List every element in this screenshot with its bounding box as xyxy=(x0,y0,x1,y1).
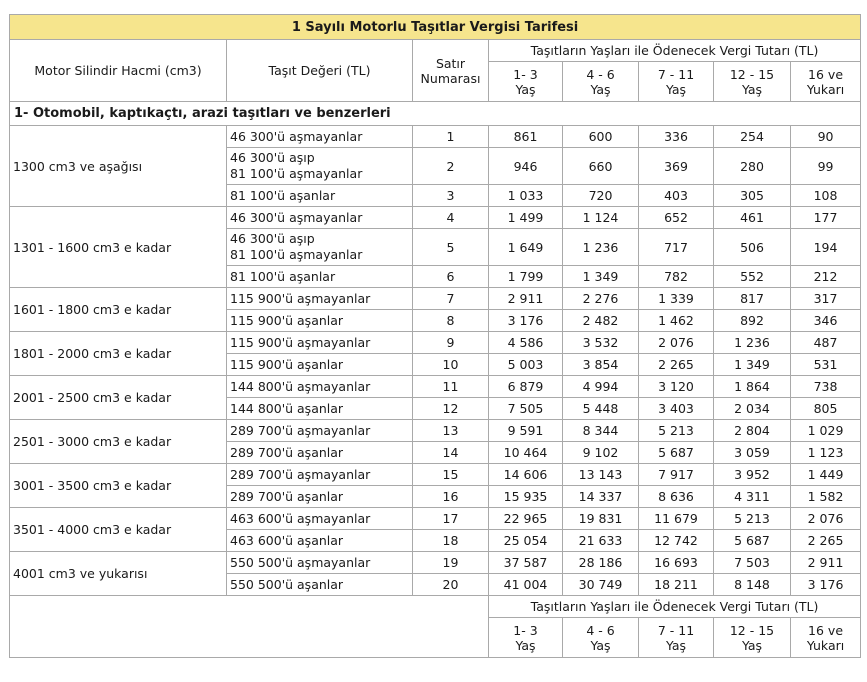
age-header-line1: 16 ve xyxy=(808,66,844,82)
tax-amount-cell: 336 xyxy=(639,126,714,148)
tax-amount-cell: 12 742 xyxy=(639,530,714,552)
vehicle-value-line: 81 100'ü aşanlar xyxy=(230,268,336,284)
table-row xyxy=(10,288,861,310)
row-number-cell: 9 xyxy=(413,332,489,354)
tax-amount-cell: 30 749 xyxy=(563,574,639,596)
row-number-cell: 17 xyxy=(413,508,489,530)
footer-age-header xyxy=(563,618,639,658)
vehicle-value-cell xyxy=(227,420,413,442)
age-header-line1: 4 - 6 xyxy=(586,66,615,82)
row-number-cell: 3 xyxy=(413,185,489,207)
tax-amount-cell: 25 054 xyxy=(489,530,563,552)
tax-amount-cell: 9 102 xyxy=(563,442,639,464)
vehicle-value-cell xyxy=(227,574,413,596)
footer-row-1 xyxy=(10,596,861,618)
tax-amount-cell: 1 124 xyxy=(563,207,639,229)
row-number-cell: 10 xyxy=(413,354,489,376)
tax-amount-cell: 5 003 xyxy=(489,354,563,376)
age-header-line1: 7 - 11 xyxy=(657,66,695,82)
tax-amount-cell: 403 xyxy=(639,185,714,207)
vehicle-value-line: 81 100'ü aşmayanlar xyxy=(230,247,363,262)
tax-amount-cell: 2 482 xyxy=(563,310,639,332)
header-row-1 xyxy=(10,40,861,62)
tax-amount-cell: 1 349 xyxy=(563,266,639,288)
tax-amount-cell: 3 176 xyxy=(489,310,563,332)
vehicle-value-line: 550 500'ü aşanlar xyxy=(230,576,344,592)
satir-header-line1: Satır xyxy=(435,55,466,71)
table-row xyxy=(10,464,861,486)
tax-amount-cell: 108 xyxy=(791,185,861,207)
table-title: 1 Sayılı Motorlu Taşıtlar Vergisi Tarifesi xyxy=(10,15,861,40)
age-header-line2: Yaş xyxy=(665,81,687,97)
tax-amount-cell: 2 804 xyxy=(714,420,791,442)
tax-amount-cell: 2 911 xyxy=(791,552,861,574)
tax-amount-cell: 5 687 xyxy=(714,530,791,552)
tax-amount-cell: 194 xyxy=(791,229,861,266)
tax-amount-cell: 2 076 xyxy=(791,508,861,530)
age-header-line2: Yaş xyxy=(741,81,763,97)
tax-amount-cell: 14 606 xyxy=(489,464,563,486)
tax-amount-cell: 660 xyxy=(563,148,639,185)
table-row xyxy=(10,207,861,229)
motor-volume-cell: 2001 - 2500 cm3 e kadar xyxy=(10,376,227,420)
tax-amount-cell: 28 186 xyxy=(563,552,639,574)
tax-amount-cell: 99 xyxy=(791,148,861,185)
row-number-cell: 5 xyxy=(413,229,489,266)
tax-amount-cell: 346 xyxy=(791,310,861,332)
tax-amount-cell: 280 xyxy=(714,148,791,185)
tax-amount-cell: 2 076 xyxy=(639,332,714,354)
section-title: 1- Otomobil, kaptıkaçtı, arazi taşıtları ve benzerleri xyxy=(10,102,861,126)
age-group-header: Taşıtların Yaşları ile Ödenecek Vergi Tutarı (TL) xyxy=(489,40,861,62)
row-number-cell: 14 xyxy=(413,442,489,464)
row-number-cell: 8 xyxy=(413,310,489,332)
vehicle-value-line: 289 700'ü aşmayanlar xyxy=(230,466,371,482)
tax-amount-cell: 16 693 xyxy=(639,552,714,574)
tax-amount-cell: 1 582 xyxy=(791,486,861,508)
footer-age-line2: Yaş xyxy=(515,637,536,653)
section-row xyxy=(10,102,861,126)
row-number-cell: 20 xyxy=(413,574,489,596)
vehicle-value-cell xyxy=(227,376,413,398)
footer-age-line1: 12 - 15 xyxy=(729,622,775,638)
footer-blank xyxy=(10,596,489,658)
age-header xyxy=(791,62,861,102)
footer-age-line2: Yukarı xyxy=(806,637,845,653)
age-header-line2: Yaş xyxy=(590,81,611,97)
tax-amount-cell: 552 xyxy=(714,266,791,288)
motor-volume-cell: 1801 - 2000 cm3 e kadar xyxy=(10,332,227,376)
tax-amount-cell: 1 799 xyxy=(489,266,563,288)
vehicle-value-cell xyxy=(227,552,413,574)
vehicle-value-line: 144 800'ü aşmayanlar xyxy=(230,378,371,394)
tax-amount-cell: 487 xyxy=(791,332,861,354)
footer-age-header xyxy=(489,618,563,658)
age-header xyxy=(489,62,563,102)
vehicle-value-line: 144 800'ü aşanlar xyxy=(230,400,344,416)
tax-amount-cell: 7 503 xyxy=(714,552,791,574)
footer-age-line2: Yaş xyxy=(590,637,611,653)
tax-amount-cell: 4 994 xyxy=(563,376,639,398)
tax-amount-cell: 5 448 xyxy=(563,398,639,420)
tax-amount-cell: 3 176 xyxy=(791,574,861,596)
tax-amount-cell: 717 xyxy=(639,229,714,266)
vehicle-value-line: 289 700'ü aşanlar xyxy=(230,444,344,460)
age-header-line2: Yukarı xyxy=(806,81,845,97)
footer-age-line1: 16 ve xyxy=(808,622,844,638)
tax-amount-cell: 2 265 xyxy=(791,530,861,552)
age-header xyxy=(563,62,639,102)
motor-volume-cell: 1301 - 1600 cm3 e kadar xyxy=(10,207,227,288)
vehicle-value-cell xyxy=(227,530,413,552)
vehicle-value-cell xyxy=(227,126,413,148)
age-header-line1: 1- 3 xyxy=(513,66,538,82)
satir-header xyxy=(413,40,489,102)
vehicle-value-line: 115 900'ü aşmayanlar xyxy=(230,290,371,306)
vehicle-value-cell xyxy=(227,486,413,508)
vehicle-value-line: 463 600'ü aşmayanlar xyxy=(230,510,371,526)
tax-amount-cell: 5 213 xyxy=(639,420,714,442)
tax-amount-cell: 13 143 xyxy=(563,464,639,486)
vehicle-value-line: 46 300'ü aşıp xyxy=(230,150,315,165)
tax-amount-cell: 1 339 xyxy=(639,288,714,310)
tax-amount-cell: 817 xyxy=(714,288,791,310)
vehicle-value-line: 115 900'ü aşanlar xyxy=(230,312,344,328)
tax-amount-cell: 1 029 xyxy=(791,420,861,442)
tax-amount-cell: 15 935 xyxy=(489,486,563,508)
vehicle-value-cell xyxy=(227,229,413,266)
tax-amount-cell: 305 xyxy=(714,185,791,207)
motor-volume-cell: 3001 - 3500 cm3 e kadar xyxy=(10,464,227,508)
row-number-cell: 16 xyxy=(413,486,489,508)
vehicle-value-cell xyxy=(227,207,413,229)
tax-amount-cell: 1 864 xyxy=(714,376,791,398)
satir-header-line2: Numarası xyxy=(420,70,481,86)
vehicle-value-cell xyxy=(227,148,413,185)
tax-amount-cell: 22 965 xyxy=(489,508,563,530)
tax-amount-cell: 7 505 xyxy=(489,398,563,420)
title-row xyxy=(10,15,861,40)
vehicle-value-cell xyxy=(227,310,413,332)
vehicle-value-line: 46 300'ü aşmayanlar xyxy=(230,128,363,144)
tax-amount-cell: 41 004 xyxy=(489,574,563,596)
vehicle-value-cell xyxy=(227,508,413,530)
tax-amount-cell: 5 687 xyxy=(639,442,714,464)
vehicle-value-cell xyxy=(227,288,413,310)
vehicle-value-cell xyxy=(227,332,413,354)
tax-amount-cell: 506 xyxy=(714,229,791,266)
tax-amount-cell: 2 265 xyxy=(639,354,714,376)
tax-amount-cell: 11 679 xyxy=(639,508,714,530)
tax-amount-cell: 3 059 xyxy=(714,442,791,464)
tax-amount-cell: 2 276 xyxy=(563,288,639,310)
tax-amount-cell: 21 633 xyxy=(563,530,639,552)
tax-amount-cell: 317 xyxy=(791,288,861,310)
tax-amount-cell: 1 349 xyxy=(714,354,791,376)
vehicle-value-cell xyxy=(227,354,413,376)
tax-amount-cell: 3 403 xyxy=(639,398,714,420)
tax-amount-cell: 10 464 xyxy=(489,442,563,464)
footer-age-line2: Yaş xyxy=(665,637,687,653)
tax-amount-cell: 90 xyxy=(791,126,861,148)
vehicle-value-line: 115 900'ü aşmayanlar xyxy=(230,334,371,350)
tax-amount-cell: 720 xyxy=(563,185,639,207)
tax-amount-cell: 2 911 xyxy=(489,288,563,310)
vehicle-value-line: 46 300'ü aşıp xyxy=(230,231,315,246)
tax-amount-cell: 1 123 xyxy=(791,442,861,464)
tax-amount-cell: 212 xyxy=(791,266,861,288)
age-header xyxy=(714,62,791,102)
tax-amount-cell: 7 917 xyxy=(639,464,714,486)
tax-amount-cell: 782 xyxy=(639,266,714,288)
tax-amount-cell: 1 462 xyxy=(639,310,714,332)
row-number-cell: 15 xyxy=(413,464,489,486)
motor-volume-cell: 2501 - 3000 cm3 e kadar xyxy=(10,420,227,464)
tax-amount-cell: 8 148 xyxy=(714,574,791,596)
tax-amount-cell: 946 xyxy=(489,148,563,185)
footer-age-header xyxy=(639,618,714,658)
vehicle-value-line: 46 300'ü aşmayanlar xyxy=(230,209,363,225)
vehicle-value-line: 289 700'ü aşanlar xyxy=(230,488,344,504)
vehicle-value-line: 550 500'ü aşmayanlar xyxy=(230,554,371,570)
tax-amount-cell: 9 591 xyxy=(489,420,563,442)
table-row xyxy=(10,332,861,354)
row-number-cell: 18 xyxy=(413,530,489,552)
tax-amount-cell: 369 xyxy=(639,148,714,185)
tax-amount-cell: 1 499 xyxy=(489,207,563,229)
tax-amount-cell: 5 213 xyxy=(714,508,791,530)
age-header-line2: Yaş xyxy=(515,81,536,97)
row-number-cell: 12 xyxy=(413,398,489,420)
tax-amount-cell: 861 xyxy=(489,126,563,148)
motor-header: Motor Silindir Hacmi (cm3) xyxy=(10,40,227,102)
vehicle-value-cell xyxy=(227,266,413,288)
row-number-cell: 4 xyxy=(413,207,489,229)
vehicle-value-cell xyxy=(227,464,413,486)
table-body xyxy=(10,102,861,596)
tax-amount-cell: 3 532 xyxy=(563,332,639,354)
tax-amount-cell: 4 586 xyxy=(489,332,563,354)
tax-amount-cell: 2 034 xyxy=(714,398,791,420)
row-number-cell: 6 xyxy=(413,266,489,288)
tax-amount-cell: 6 879 xyxy=(489,376,563,398)
tax-amount-cell: 1 449 xyxy=(791,464,861,486)
table-row xyxy=(10,376,861,398)
deger-header: Taşıt Değeri (TL) xyxy=(227,40,413,102)
row-number-cell: 2 xyxy=(413,148,489,185)
footer-group-header: Taşıtların Yaşları ile Ödenecek Vergi Tutarı (TL) xyxy=(489,596,861,618)
tax-amount-cell: 254 xyxy=(714,126,791,148)
tax-amount-cell: 3 952 xyxy=(714,464,791,486)
tax-amount-cell: 1 236 xyxy=(563,229,639,266)
vehicle-value-cell xyxy=(227,442,413,464)
footer-age-header xyxy=(791,618,861,658)
table-row xyxy=(10,420,861,442)
vehicle-value-line: 81 100'ü aşmayanlar xyxy=(230,166,363,181)
vehicle-value-line: 463 600'ü aşanlar xyxy=(230,532,344,548)
tax-amount-cell: 461 xyxy=(714,207,791,229)
table-row xyxy=(10,126,861,148)
row-number-cell: 1 xyxy=(413,126,489,148)
table-row xyxy=(10,508,861,530)
tax-amount-cell: 600 xyxy=(563,126,639,148)
tax-amount-cell: 738 xyxy=(791,376,861,398)
tax-amount-cell: 19 831 xyxy=(563,508,639,530)
tax-amount-cell: 892 xyxy=(714,310,791,332)
footer-age-line2: Yaş xyxy=(741,637,763,653)
row-number-cell: 19 xyxy=(413,552,489,574)
tax-amount-cell: 1 033 xyxy=(489,185,563,207)
row-number-cell: 11 xyxy=(413,376,489,398)
motor-volume-cell: 3501 - 4000 cm3 e kadar xyxy=(10,508,227,552)
tax-amount-cell: 14 337 xyxy=(563,486,639,508)
tax-amount-cell: 3 854 xyxy=(563,354,639,376)
vehicle-value-cell xyxy=(227,185,413,207)
vehicle-value-line: 289 700'ü aşmayanlar xyxy=(230,422,371,438)
vehicle-value-cell xyxy=(227,398,413,420)
tax-amount-cell: 531 xyxy=(791,354,861,376)
tax-tariff-table xyxy=(9,14,861,658)
tax-amount-cell: 8 344 xyxy=(563,420,639,442)
tax-amount-cell: 18 211 xyxy=(639,574,714,596)
tax-amount-cell: 8 636 xyxy=(639,486,714,508)
tax-amount-cell: 805 xyxy=(791,398,861,420)
motor-volume-cell: 1601 - 1800 cm3 e kadar xyxy=(10,288,227,332)
row-number-cell: 7 xyxy=(413,288,489,310)
footer-age-header xyxy=(714,618,791,658)
vehicle-value-line: 81 100'ü aşanlar xyxy=(230,187,336,203)
row-number-cell: 13 xyxy=(413,420,489,442)
tax-amount-cell: 37 587 xyxy=(489,552,563,574)
table-row xyxy=(10,552,861,574)
tax-amount-cell: 3 120 xyxy=(639,376,714,398)
footer-age-line1: 7 - 11 xyxy=(657,622,695,638)
tax-amount-cell: 1 649 xyxy=(489,229,563,266)
tax-amount-cell: 652 xyxy=(639,207,714,229)
vehicle-value-line: 115 900'ü aşanlar xyxy=(230,356,344,372)
tax-amount-cell: 1 236 xyxy=(714,332,791,354)
footer-age-line1: 1- 3 xyxy=(513,622,538,638)
age-header xyxy=(639,62,714,102)
age-header-line1: 12 - 15 xyxy=(729,66,775,82)
tax-amount-cell: 177 xyxy=(791,207,861,229)
motor-volume-cell: 4001 cm3 ve yukarısı xyxy=(10,552,227,596)
tax-amount-cell: 4 311 xyxy=(714,486,791,508)
motor-volume-cell: 1300 cm3 ve aşağısı xyxy=(10,126,227,207)
footer-age-line1: 4 - 6 xyxy=(586,622,615,638)
